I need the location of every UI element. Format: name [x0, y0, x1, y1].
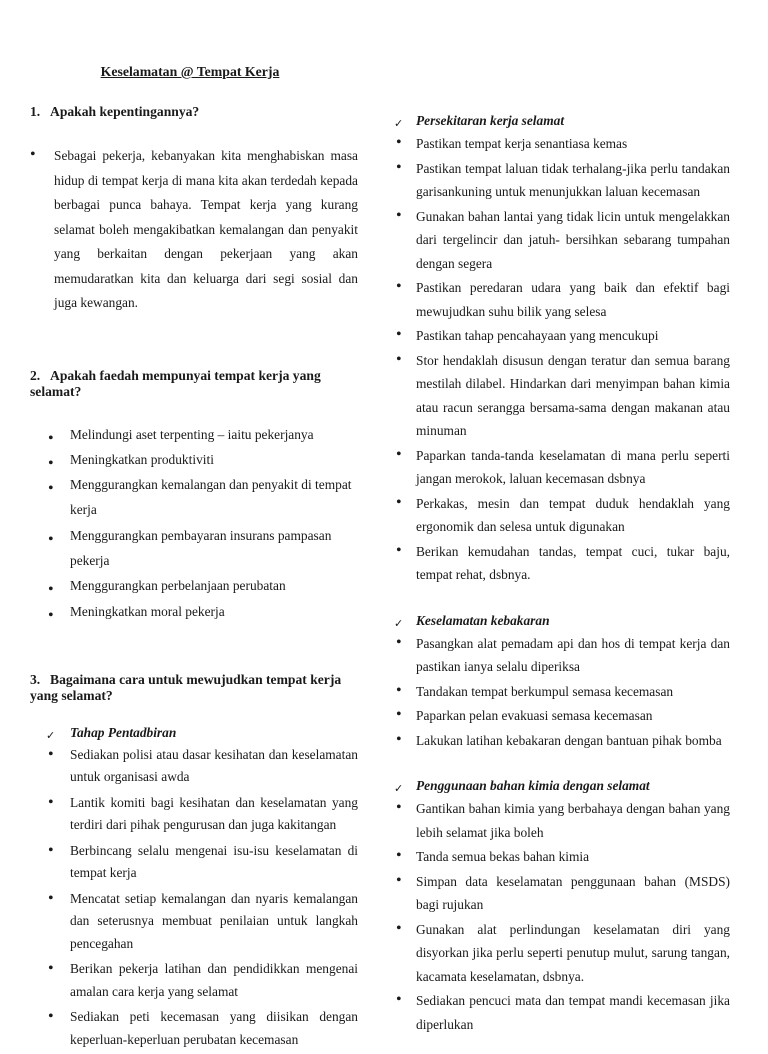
list-item-text: Paparkan tanda-tanda keselamatan di mana perlu seperti jangan merokok, laluan kecemasan dsbnya [416, 447, 730, 486]
tahap-pentadbiran-heading [30, 722, 358, 744]
section-heading-text: Persekitaran kerja selamat [416, 113, 565, 128]
question-2-heading [30, 368, 358, 400]
bullet-icon [396, 134, 402, 152]
bullet-icon [396, 542, 402, 560]
list-item [392, 870, 730, 918]
list-item-text: Mencatat setiap kemalangan dan nyaris kemalangan dan seterusnya membuat penilaian untuk langkah pencegahan [70, 890, 358, 951]
bullet-icon [396, 159, 402, 177]
list-item-text: Sediakan peti kecemasan yang diisikan dengan keperluan-keperluan perubatan kecemasan [70, 1009, 358, 1047]
list-item [392, 680, 730, 705]
list-item-text: Menggurangkan kemalangan dan penyakit di tempat kerja [70, 477, 352, 518]
list-item-text: Paparkan pelan evakuasi semasa kecemasan [416, 708, 653, 723]
question-3-list [30, 744, 358, 1054]
bullet-icon [396, 706, 402, 724]
section-heading-text: Penggunaan bahan kimia dengan selamat [416, 778, 650, 793]
question-1-heading [30, 104, 358, 120]
list-item [392, 704, 730, 729]
list-item [30, 599, 358, 624]
bullet-icon [48, 890, 54, 908]
list-item-text: Melindungi aset terpenting – iaitu pekerjanya [70, 426, 314, 442]
list-item-text: Berikan pekerja latihan dan pendidikkan mengenai amalan cara kerja yang selamat [70, 961, 358, 999]
list-item-text: Pastikan tempat laluan tidak terhalang-jika perlu tandakan garisankuning untuk menunjukkan laluan kecemasan [416, 160, 730, 199]
list-item [392, 349, 730, 444]
bullet-icon [396, 634, 402, 652]
subheading-text: Tahap Pentadbiran [70, 724, 177, 740]
list-item-text: Pasangkan alat pemadam api dan hos di tempat kerja dan pastikan ianya selalu diperiksa [416, 635, 730, 674]
bullet-icon [396, 847, 402, 865]
list-item-text: Gantikan bahan kimia yang berbahaya dengan bahan yang lebih selamat jika boleh [416, 801, 730, 840]
list-item-text: Lakukan latihan kebakaran dengan bantuan pihak bomba [416, 732, 722, 748]
list-item [392, 324, 730, 349]
list-item-text: Gunakan alat perlindungan keselamatan diri yang disyorkan jika perlu seperti penutup mulut, sarung tangan, kacamata keselamatan, dsbnya. [416, 921, 730, 984]
list-item-text: Perkakas, mesin dan tempat duduk hendaklah yang ergonomik dan selesa untuk digunakan [416, 495, 730, 534]
list-item [30, 958, 358, 1006]
bullet-icon [48, 960, 54, 978]
bullet-icon [396, 872, 402, 890]
list-item [392, 918, 730, 990]
list-item [392, 989, 730, 1037]
list-item [392, 276, 730, 324]
bullet-icon [396, 682, 402, 700]
list-item [392, 492, 730, 540]
list-item [392, 132, 730, 157]
list-item-text: Tanda semua bekas bahan kimia [416, 849, 590, 864]
list-item-text: Stor hendaklah disusun dengan teratur dan semua barang mestilah dilabel. Hindarkan dari menyimpan bahan kimia atau racun serangga bersama-sama dengan makanan atau minuman [416, 352, 730, 438]
list-item-text: Meningkatkan produktiviti [70, 451, 214, 467]
question-2-text: Apakah faedah mempunyai tempat kerja yang selamat? [30, 367, 321, 399]
list-item-text: Menggurangkan perbelanjaan perubatan [70, 578, 286, 594]
list-item-text: Pastikan tahap pencahayaan yang mencukupi [416, 328, 659, 343]
list-item-text: Pastikan peredaran udara yang baik dan efektif bagi mewujudkan suhu bilik yang selesa [416, 280, 730, 319]
bullet-icon [396, 446, 402, 464]
list-item-text: Tandakan tempat berkumpul semasa kecemasan [416, 683, 674, 699]
list-item-text: Berbincang selalu mengenai isu-isu keselamatan di tempat kerja [70, 842, 358, 881]
bullet-icon [396, 731, 402, 749]
list-item-text: Berikan kemudahan tandas, tempat cuci, tukar baju, tempat rehat, dsbnya. [416, 543, 730, 582]
list-item [392, 205, 730, 277]
list-item-text: Meningkatkan moral pekerja [70, 603, 225, 619]
bullet-icon [48, 476, 54, 501]
bullet-icon [396, 494, 402, 512]
section-heading-text: Keselamatan kebakaran [416, 612, 550, 628]
bahan-kimia-list [392, 797, 730, 1037]
list-item [392, 157, 730, 205]
question-1-paragraph: Sebagai pekerja, kebanyakan kita menghabiskan masa hidup di tempat kerja di mana kita akan terdedah kepada berbagai punca bahaya. Tempat kerja yang kurang selamat boleh mengakibatkan kemalangan dan penyakit yang berkaitan dengan pekerjaan yang akan memudaratkan kita dan keluarga dari segi sosial dan juga kewangan. [54, 148, 358, 310]
list-item [392, 444, 730, 492]
bullet-icon [396, 351, 402, 369]
list-item [30, 523, 358, 574]
bullet-icon [30, 146, 36, 164]
list-item [392, 540, 730, 588]
list-item [392, 797, 730, 845]
bullet-icon [396, 326, 402, 344]
question-3-text: Bagaimana cara untuk mewujudkan tempat kerja yang selamat? [30, 671, 342, 703]
question-1-answer [30, 144, 358, 316]
bullet-icon [48, 794, 54, 812]
persekitaran-kerja-heading [392, 110, 730, 132]
list-item [30, 447, 358, 472]
bullet-icon [396, 991, 402, 1009]
question-3-heading [30, 672, 358, 704]
list-item [30, 422, 358, 447]
list-item [30, 144, 358, 316]
list-item [392, 632, 730, 680]
list-item-text: Pastikan tempat kerja senantiasa kemas [416, 136, 628, 151]
list-item [30, 888, 358, 959]
right-column [392, 110, 730, 1037]
question-2-list [30, 422, 358, 624]
list-item-text: Gunakan bahan lantai yang tidak licin untuk mengelakkan dari tergelincir dan jatuh- bersihkan sebarang tumpahan dengan segera [416, 208, 730, 271]
question-1-text: Apakah kepentingannya? [50, 104, 200, 119]
left-column [30, 64, 358, 1054]
bullet-icon [396, 278, 402, 296]
list-item [392, 729, 730, 754]
persekitaran-kerja-list [392, 132, 730, 588]
list-item [30, 792, 358, 840]
bahan-kimia-heading [392, 775, 730, 797]
bullet-icon [48, 842, 54, 860]
list-item-text: Lantik komiti bagi kesihatan dan keselamatan yang terdiri dari pihak pengurusan dan juga kakitangan [70, 794, 358, 833]
list-item-text: Simpan data keselamatan penggunaan bahan (MSDS) bagi rujukan [416, 873, 730, 912]
list-item [30, 744, 358, 792]
list-item [30, 840, 358, 888]
question-1-number: 1. [30, 104, 41, 119]
bullet-icon [396, 207, 402, 225]
list-item-text: Menggurangkan pembayaran insurans pampasan pekerja [70, 527, 332, 568]
list-item [30, 1006, 358, 1054]
list-item [30, 472, 358, 523]
keselamatan-kebakaran-heading [392, 610, 730, 632]
list-item-text: Sediakan pencuci mata dan tempat mandi kecemasan jika diperlukan [416, 993, 730, 1032]
document-title: Keselamatan @ Tempat Kerja [100, 64, 280, 79]
list-item [392, 845, 730, 870]
bullet-icon [48, 603, 54, 628]
bullet-icon [396, 799, 402, 817]
list-item-text: Sediakan polisi atau dasar kesihatan dan keselamatan untuk organisasi awda [70, 746, 358, 785]
bullet-icon [396, 920, 402, 938]
list-item [30, 573, 358, 598]
bullet-icon [48, 527, 54, 552]
keselamatan-kebakaran-list [392, 632, 730, 754]
question-2-number: 2. [30, 367, 41, 383]
bullet-icon [48, 746, 54, 764]
question-3-number: 3. [30, 671, 41, 687]
